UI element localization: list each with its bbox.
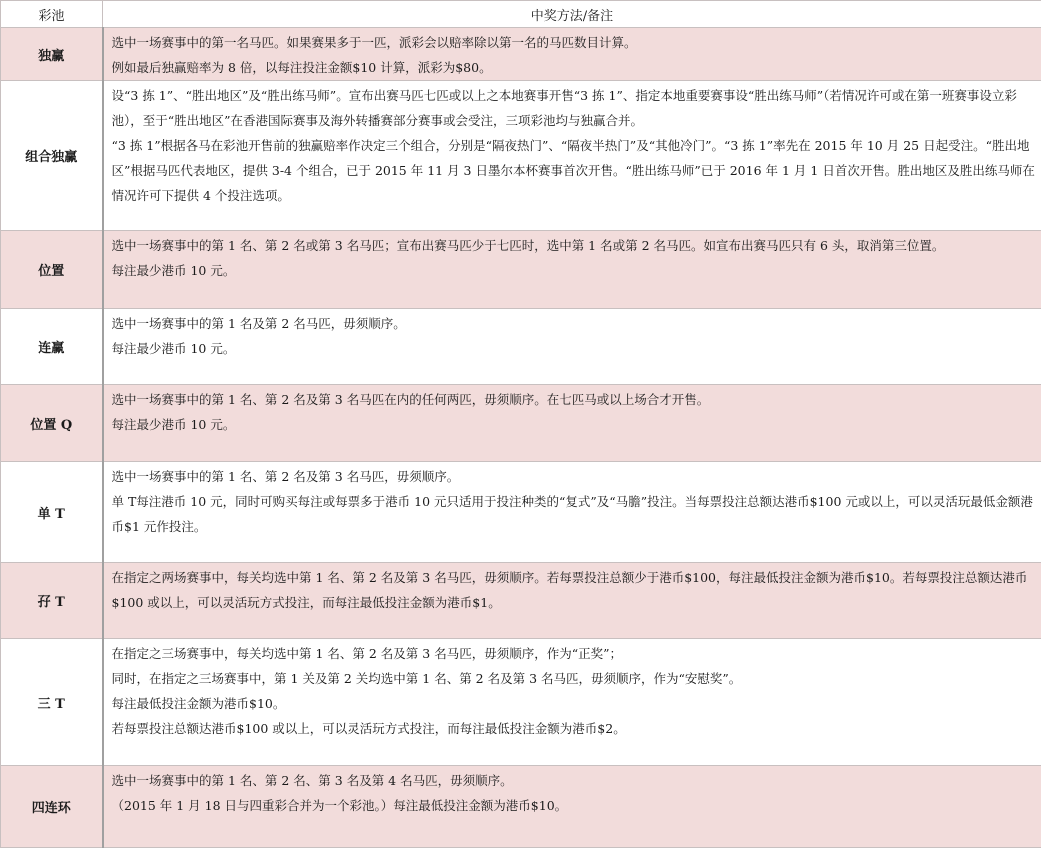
- pool-description: [103, 563, 1041, 639]
- pool-description: [103, 639, 1041, 766]
- description-line: 同时，在指定之三场赛事中，第 1 关及第 2 关均选中第 1 名、第 2 名及第 3 名马匹，毋须顺序，作为“安慰奖”。: [112, 666, 1036, 691]
- pool-name: 组合独赢: [1, 81, 103, 231]
- description-line: 单 T每注港币 10 元，同时可购买每注或每票多于港币 10 元只适用于投注种类的“复式”及“马膽”投注。当每票投注总额达港币$100 元或以上，可以灵活玩最低金额港币$1 元作投注。: [112, 489, 1036, 539]
- table-row: [1, 309, 1041, 385]
- pool-name: 独赢: [1, 28, 103, 81]
- description-line: 每注最少港币 10 元。: [112, 412, 1036, 437]
- description-line: 选中一场赛事中的第 1 名、第 2 名及第 3 名马匹，毋须顺序。: [112, 464, 1036, 489]
- pool-description: [103, 385, 1041, 462]
- description-line: （2015 年 1 月 18 日与四重彩合并为一个彩池。）每注最低投注金额为港币$10。: [112, 793, 1036, 818]
- description-line: “3 拣 1”根据各马在彩池开售前的独赢赔率作决定三个组合，分别是“隔夜热门”、“隔夜半热门”及“其他冷门”。“3 拣 1”率先在 2015 年 10 月 25 日起受注。“胜出地区”根据马匹代表地区，提供 3-4 个组合，已于 2015 年 11 月 3 日墨尔本杯赛事首次开售。“胜出练马师”已于 2016 年 1 月 1 日首次开售。胜出地区及胜出练马师在情况许可下提供 4 个投注选项。: [112, 133, 1036, 208]
- description-line: 选中一场赛事中的第一名马匹。如果赛果多于一匹，派彩会以赔率除以第一名的马匹数目计算。: [112, 30, 1036, 55]
- table-row: [1, 766, 1041, 848]
- table-row: [1, 231, 1041, 309]
- header-pool: 彩池: [1, 1, 103, 28]
- description-line: 选中一场赛事中的第 1 名、第 2 名及第 3 名马匹在内的任何两匹，毋须顺序。在七匹马或以上场合才开售。: [112, 387, 1036, 412]
- pool-name: 三 T: [1, 639, 103, 766]
- description-line: 在指定之两场赛事中，每关均选中第 1 名、第 2 名及第 3 名马匹，毋须顺序。若每票投注总额少于港币$100，每注最低投注金额为港币$10。若每票投注总额达港币$100 或以上，可以灵活玩方式投注，而每注最低投注金额为港币$1。: [112, 565, 1036, 615]
- table-header-row: [1, 1, 1041, 28]
- description-line: 选中一场赛事中的第 1 名、第 2 名、第 3 名及第 4 名马匹，毋须顺序。: [112, 768, 1036, 793]
- pool-name: 位置: [1, 231, 103, 309]
- pool-description: [103, 28, 1041, 81]
- pool-name: 连赢: [1, 309, 103, 385]
- pool-description: [103, 766, 1041, 848]
- description-line: 在指定之三场赛事中，每关均选中第 1 名、第 2 名及第 3 名马匹，毋须顺序，作为“正奖”；: [112, 641, 1036, 666]
- pool-name: 四连环: [1, 766, 103, 848]
- header-method: 中奖方法/备注: [103, 1, 1041, 28]
- pool-description: [103, 462, 1041, 563]
- table-row: [1, 563, 1041, 639]
- pool-description: [103, 309, 1041, 385]
- table-row: [1, 385, 1041, 462]
- description-line: 设“3 拣 1”、“胜出地区”及“胜出练马师”。宣布出赛马匹七匹或以上之本地赛事开售“3 拣 1”、指定本地重要赛事设“胜出练马师”（若情况许可或在第一班赛事设立彩池），至于“胜出地区”在香港国际赛事及海外转播赛部分赛事或会受注，三项彩池均与独赢合并。: [112, 83, 1036, 133]
- pool-description: [103, 231, 1041, 309]
- pool-name: 单 T: [1, 462, 103, 563]
- table-row: [1, 639, 1041, 766]
- description-line: 选中一场赛事中的第 1 名及第 2 名马匹，毋须顺序。: [112, 311, 1036, 336]
- description-line: 每注最低投注金额为港币$10。: [112, 691, 1036, 716]
- pool-description: [103, 81, 1041, 231]
- table-row: [1, 28, 1041, 81]
- description-line: 例如最后独赢赔率为 8 倍，以每注投注金额$10 计算，派彩为$80。: [112, 55, 1036, 80]
- description-line: 选中一场赛事中的第 1 名、第 2 名或第 3 名马匹；宣布出赛马匹少于七匹时，选中第 1 名或第 2 名马匹。如宣布出赛马匹只有 6 头，取消第三位置。: [112, 233, 1036, 258]
- description-line: 每注最少港币 10 元。: [112, 336, 1036, 361]
- pool-name: 孖 T: [1, 563, 103, 639]
- description-line: 每注最少港币 10 元。: [112, 258, 1036, 283]
- pool-name: 位置 Q: [1, 385, 103, 462]
- description-line: 若每票投注总额达港币$100 或以上，可以灵活玩方式投注，而每注最低投注金额为港币$2。: [112, 716, 1036, 741]
- table-row: [1, 81, 1041, 231]
- table-row: [1, 462, 1041, 563]
